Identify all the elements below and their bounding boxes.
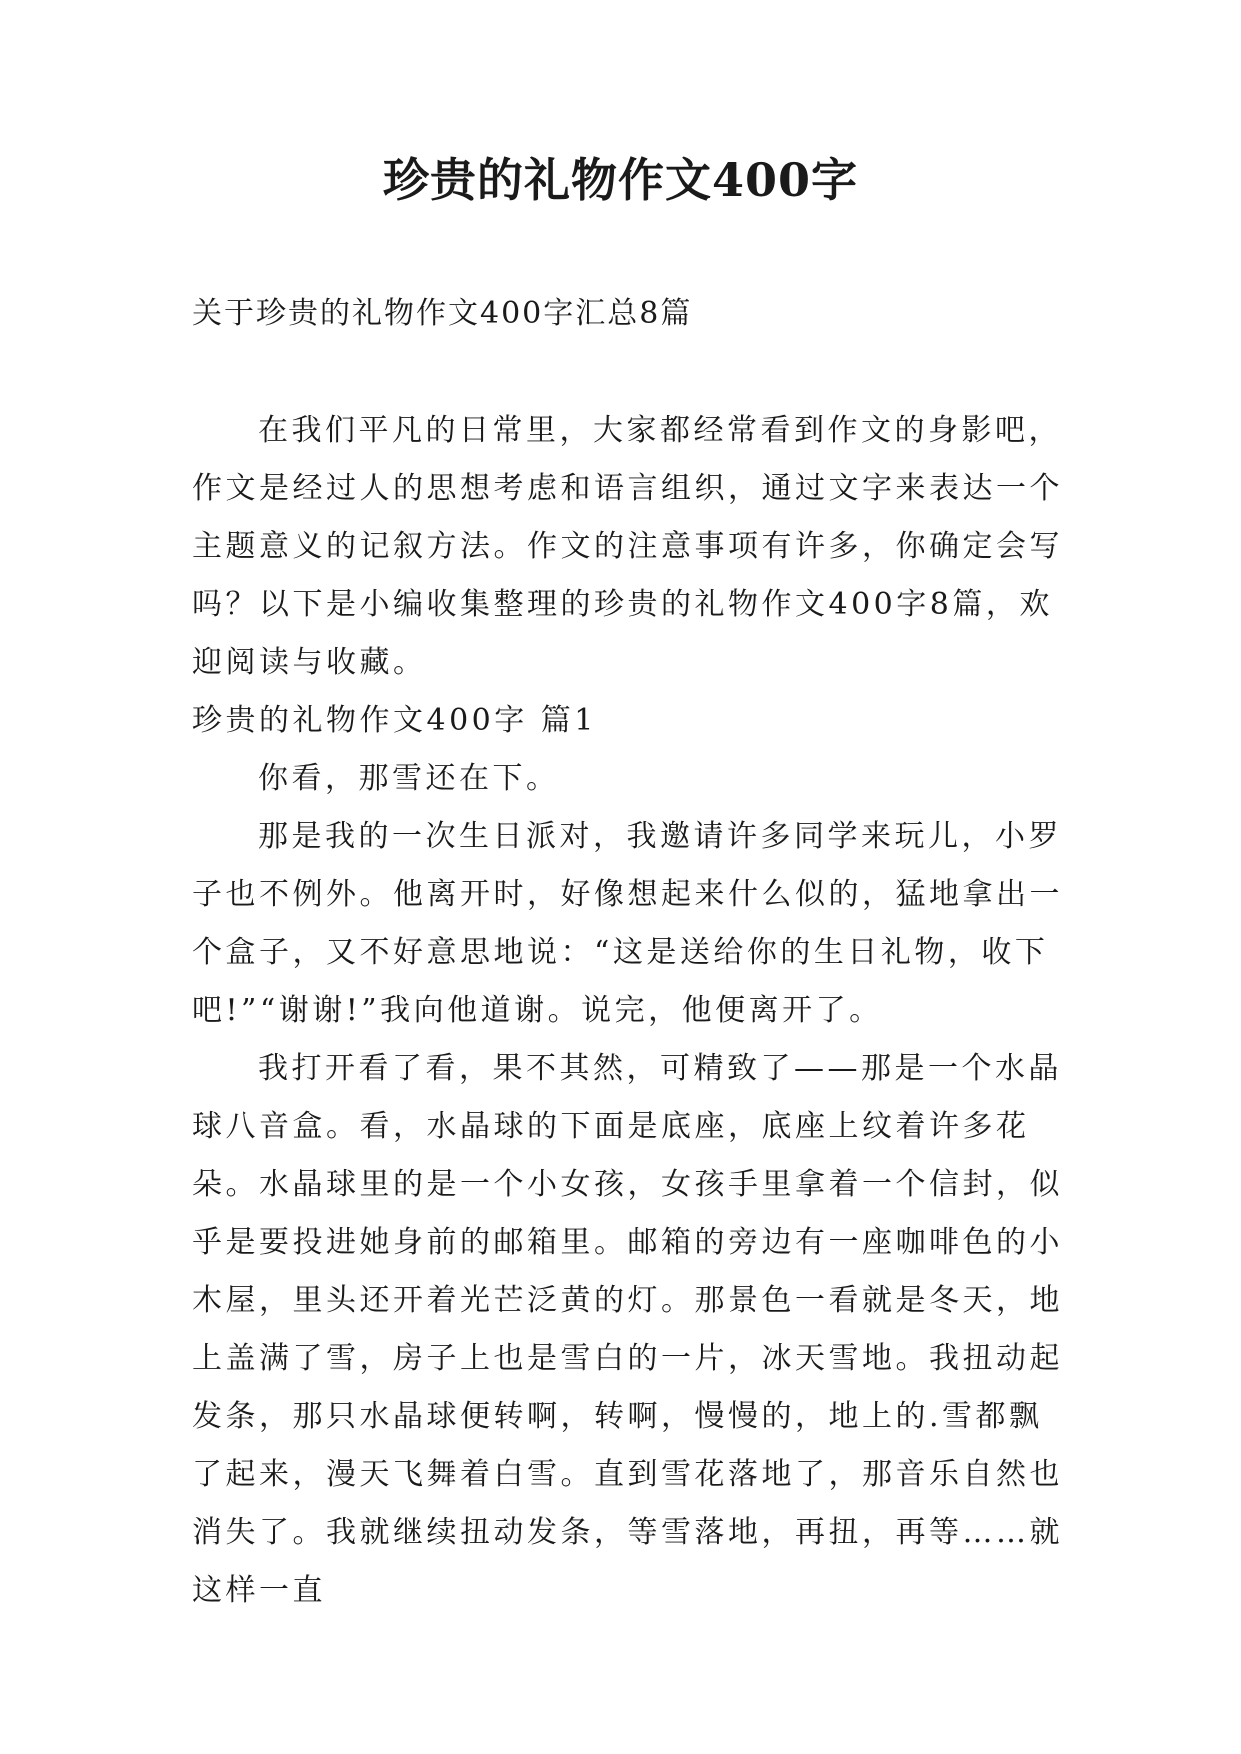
document-subtitle: 关于珍贵的礼物作文400字汇总8篇 [192, 296, 693, 331]
intro-paragraph: 在我们平凡的日常里，大家都经常看到作文的身影吧，作文是经过人的思想考虑和语言组织，通过文字来表达一个主题意义的记叙方法。作文的注意事项有许多，你确定会写吗？以下是小编收集整理的珍贵的礼物作文400字8篇，欢迎阅读与收藏。 [192, 413, 1063, 680]
document-body [192, 402, 1072, 1620]
section-heading: 珍贵的礼物作文400字 篇1 [192, 703, 597, 738]
paragraph-1: 你看，那雪还在下。 [258, 761, 560, 796]
document-title: 珍贵的礼物作文400字 [382, 153, 859, 207]
paragraph-2: 那是我的一次生日派对，我邀请许多同学来玩儿，小罗子也不例外。他离开时，好像想起来什么似的，猛地拿出一个盒子，又不好意思地说：“这是送给你的生日礼物，收下吧!”“谢谢!”我向他道谢。说完，他便离开了。 [192, 819, 1063, 1028]
paragraph-3: 我打开看了看，果不其然，可精致了——那是一个水晶球八音盒。看，水晶球的下面是底座，底座上纹着许多花朵。水晶球里的是一个小女孩，女孩手里拿着一个信封，似乎是要投进她身前的邮箱里。邮箱的旁边有一座咖啡色的小木屋，里头还开着光芒泛黄的灯。那景色一看就是冬天，地上盖满了雪，房子上也是雪白的一片，冰天雪地。我扭动起发条，那只水晶球便转啊，转啊，慢慢的，地上的.雪都飘了起来，漫天飞舞着白雪。直到雪花落地了，那音乐自然也消失了。我就继续扭动发条，等雪落地，再扭，再等……就这样一直 [192, 1051, 1063, 1608]
